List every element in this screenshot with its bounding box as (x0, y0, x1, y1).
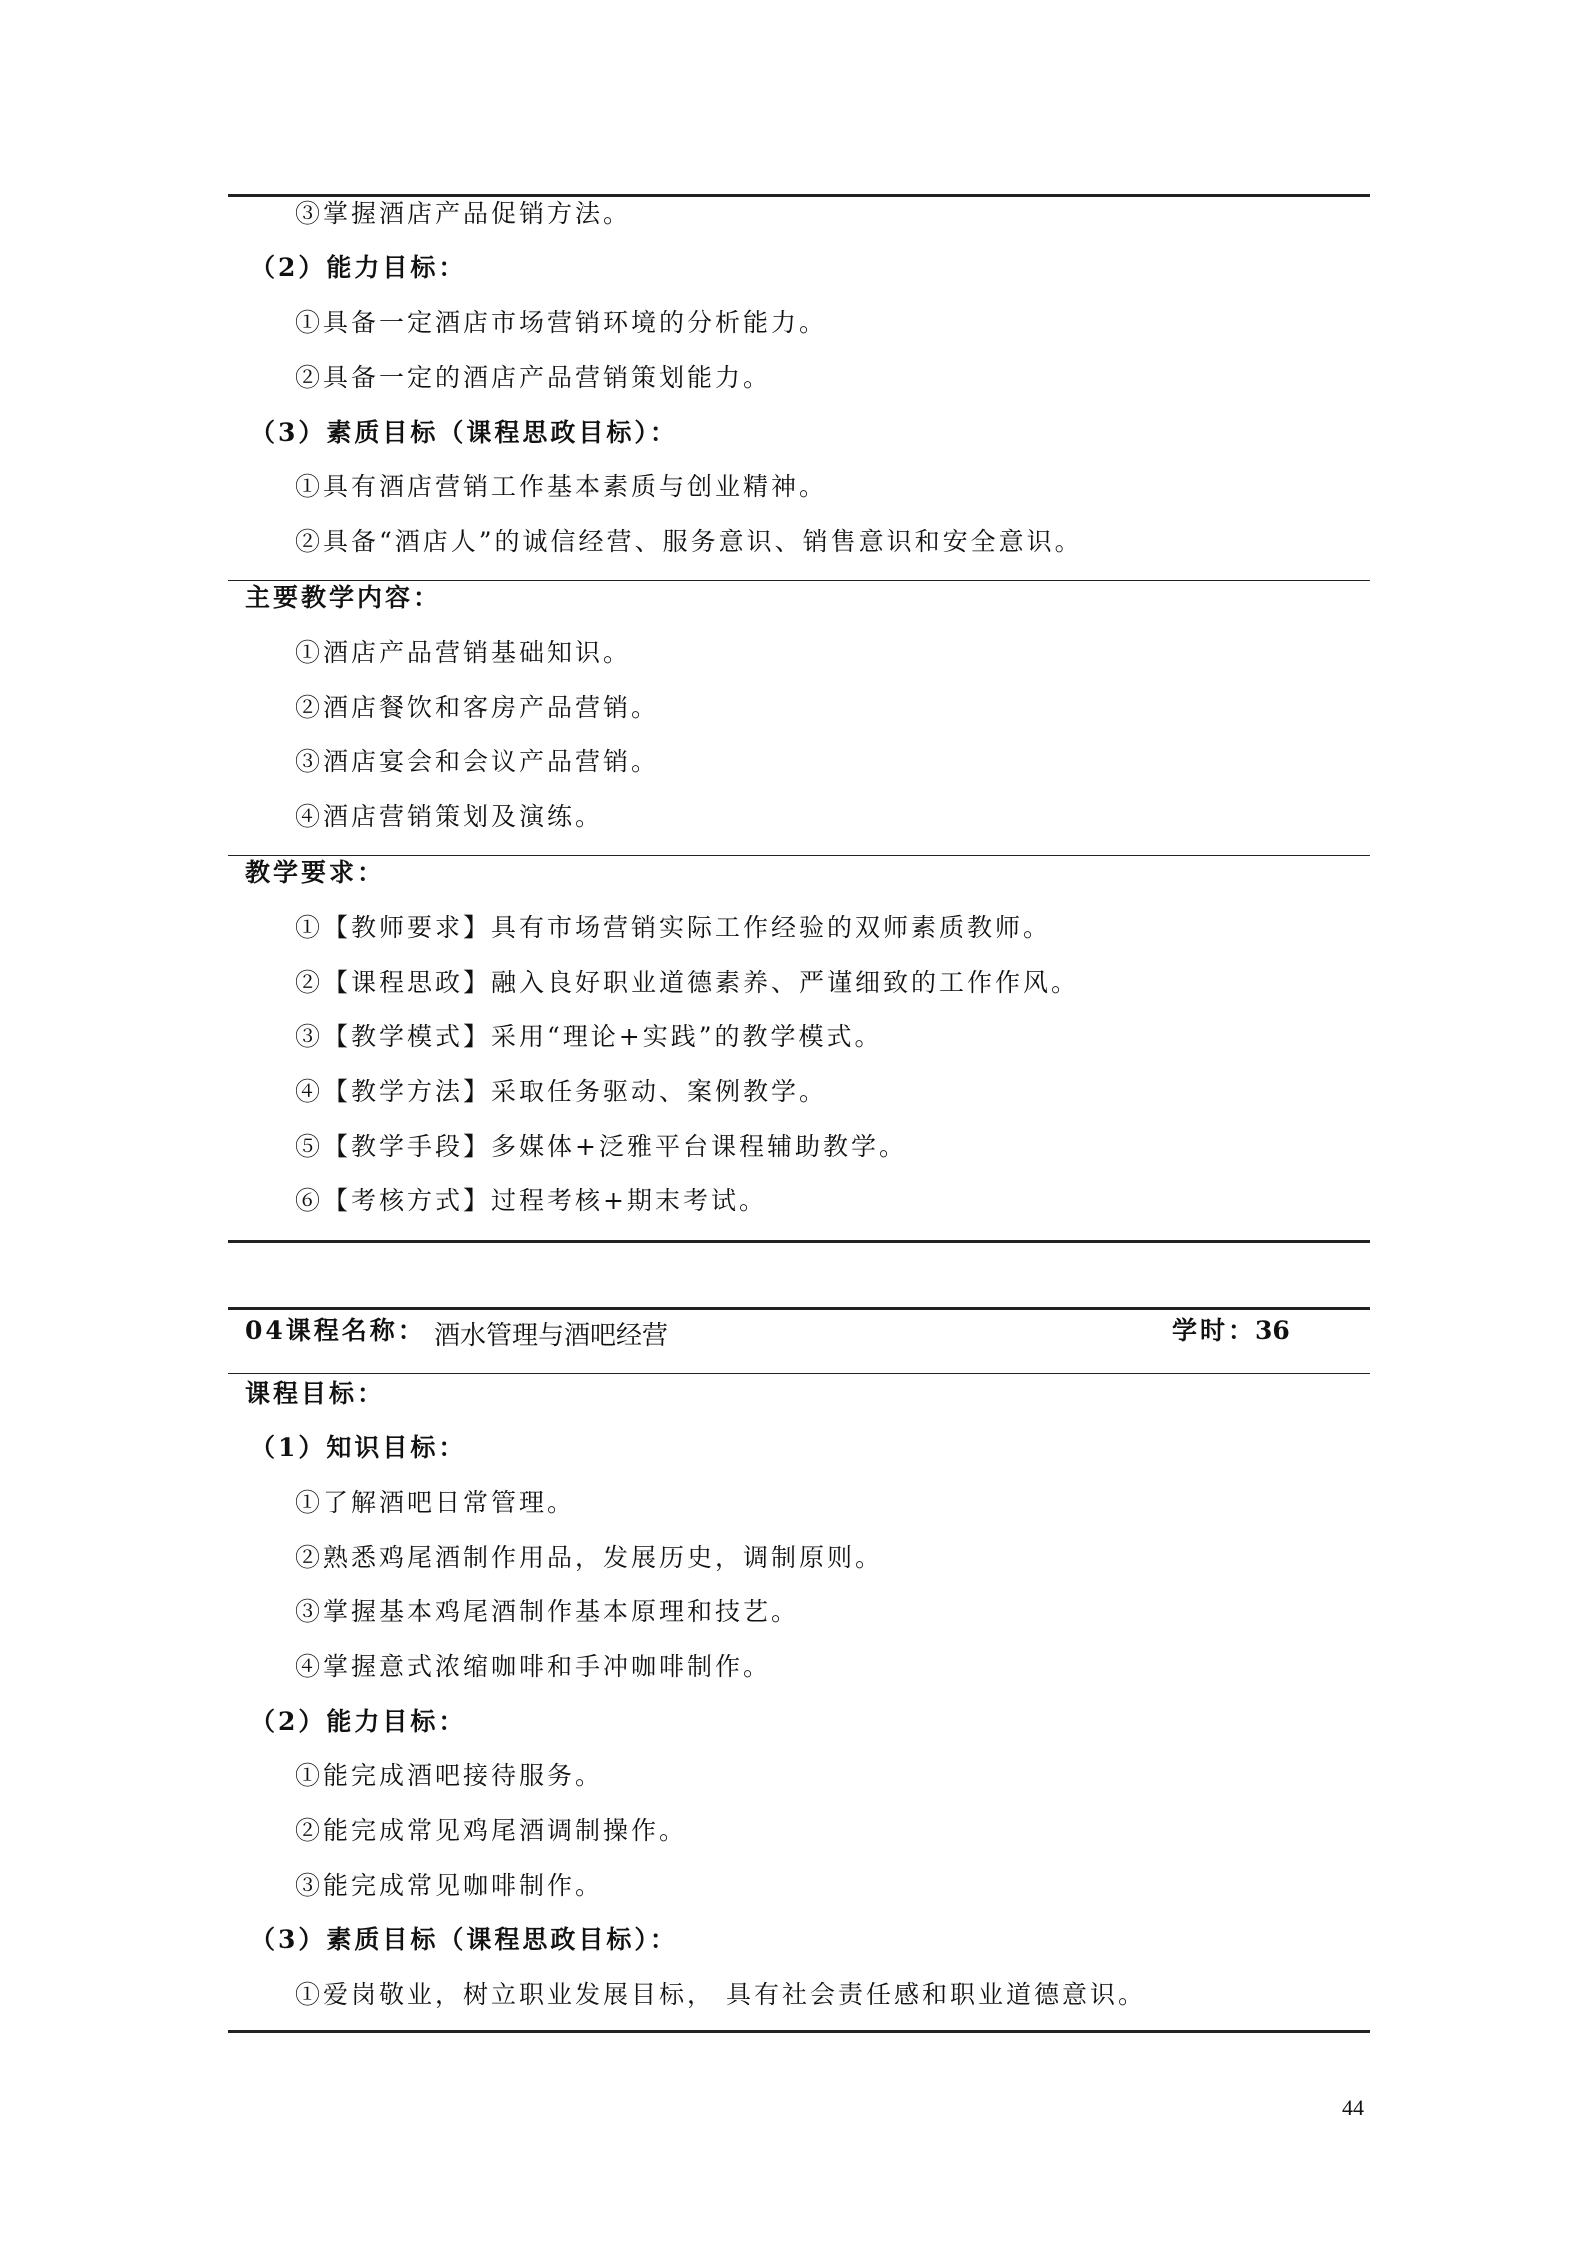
course04-ability-item-1: ①能完成酒吧接待服务。 (295, 1761, 604, 1790)
requirements-heading: 教学要求： (245, 858, 386, 887)
requirement-item-4: ④【教学方法】采取任务驱动、案例教学。 (295, 1077, 828, 1106)
main-content-item-2: ②酒店餐饮和客房产品营销。 (295, 693, 660, 722)
requirement-item-5: ⑤【教学手段】多媒体+泛雅平台课程辅助教学。 (295, 1132, 907, 1161)
main-content-item-3: ③酒店宴会和会议产品营销。 (295, 747, 660, 776)
course04-hours-label: 学时： (1172, 1316, 1257, 1345)
requirement-item-2: ②【课程思政】融入良好职业道德素养、严谨细致的工作作风。 (295, 968, 1080, 997)
main-content-item-1: ①酒店产品营销基础知识。 (295, 638, 632, 667)
course04-ability-heading: （2）能力目标： (250, 1707, 467, 1736)
requirement-item-1: ①【教师要求】具有市场营销实际工作经验的双师素质教师。 (295, 913, 1052, 942)
knowledge-item-3: ③掌握酒店产品促销方法。 (295, 199, 632, 228)
course04-name-label: 04课程名称： (245, 1316, 426, 1345)
requirement-item-6: ⑥【考核方式】过程考核+期末考试。 (295, 1186, 767, 1215)
course04-knowledge-item-1: ①了解酒吧日常管理。 (295, 1488, 576, 1517)
ability-item-2: ②具备一定的酒店产品营销策划能力。 (295, 363, 772, 392)
table-bottom-border (228, 1240, 1370, 1243)
course04-quality-item-1: ①爱岗敬业，树立职业发展目标， 具有社会责任感和职业道德意识。 (295, 1980, 1146, 2009)
requirement-item-3: ③【教学模式】采用“理论+实践”的教学模式。 (295, 1022, 883, 1051)
course04-goals-heading: 课程目标： (245, 1379, 386, 1408)
main-content-item-4: ④酒店营销策划及演练。 (295, 802, 604, 831)
course04-knowledge-item-4: ④掌握意式浓缩咖啡和手冲咖啡制作。 (295, 1652, 772, 1681)
quality-item-1: ①具有酒店营销工作基本素质与创业精神。 (295, 472, 828, 501)
course04-knowledge-item-2: ②熟悉鸡尾酒制作用品，发展历史，调制原则。 (295, 1543, 884, 1572)
course04-name-value: 酒水管理与酒吧经营 (434, 1321, 669, 1351)
course04-hours-value: 36 (1255, 1316, 1290, 1345)
course04-bottom-border (228, 2030, 1370, 2033)
course04-header-divider (228, 1373, 1370, 1374)
course04-knowledge-item-3: ③掌握基本鸡尾酒制作基本原理和技艺。 (295, 1597, 800, 1626)
course04-top-border (228, 1307, 1370, 1310)
course04-ability-item-2: ②能完成常见鸡尾酒调制操作。 (295, 1816, 688, 1845)
divider-requirements (228, 855, 1370, 856)
ability-item-1: ①具备一定酒店市场营销环境的分析能力。 (295, 308, 828, 337)
main-content-heading: 主要教学内容： (245, 583, 442, 612)
course04-ability-item-3: ③能完成常见咖啡制作。 (295, 1871, 604, 1900)
course04-knowledge-heading: （1）知识目标： (250, 1433, 467, 1462)
ability-heading: （2）能力目标： (250, 253, 467, 282)
quality-heading: （3）素质目标（课程思政目标）： (250, 418, 678, 447)
page-number: 44 (1342, 2095, 1364, 2120)
course04-quality-heading: （3）素质目标（课程思政目标）： (250, 1925, 678, 1954)
quality-item-2: ②具备“酒店人”的诚信经营、服务意识、销售意识和安全意识。 (295, 527, 1083, 556)
